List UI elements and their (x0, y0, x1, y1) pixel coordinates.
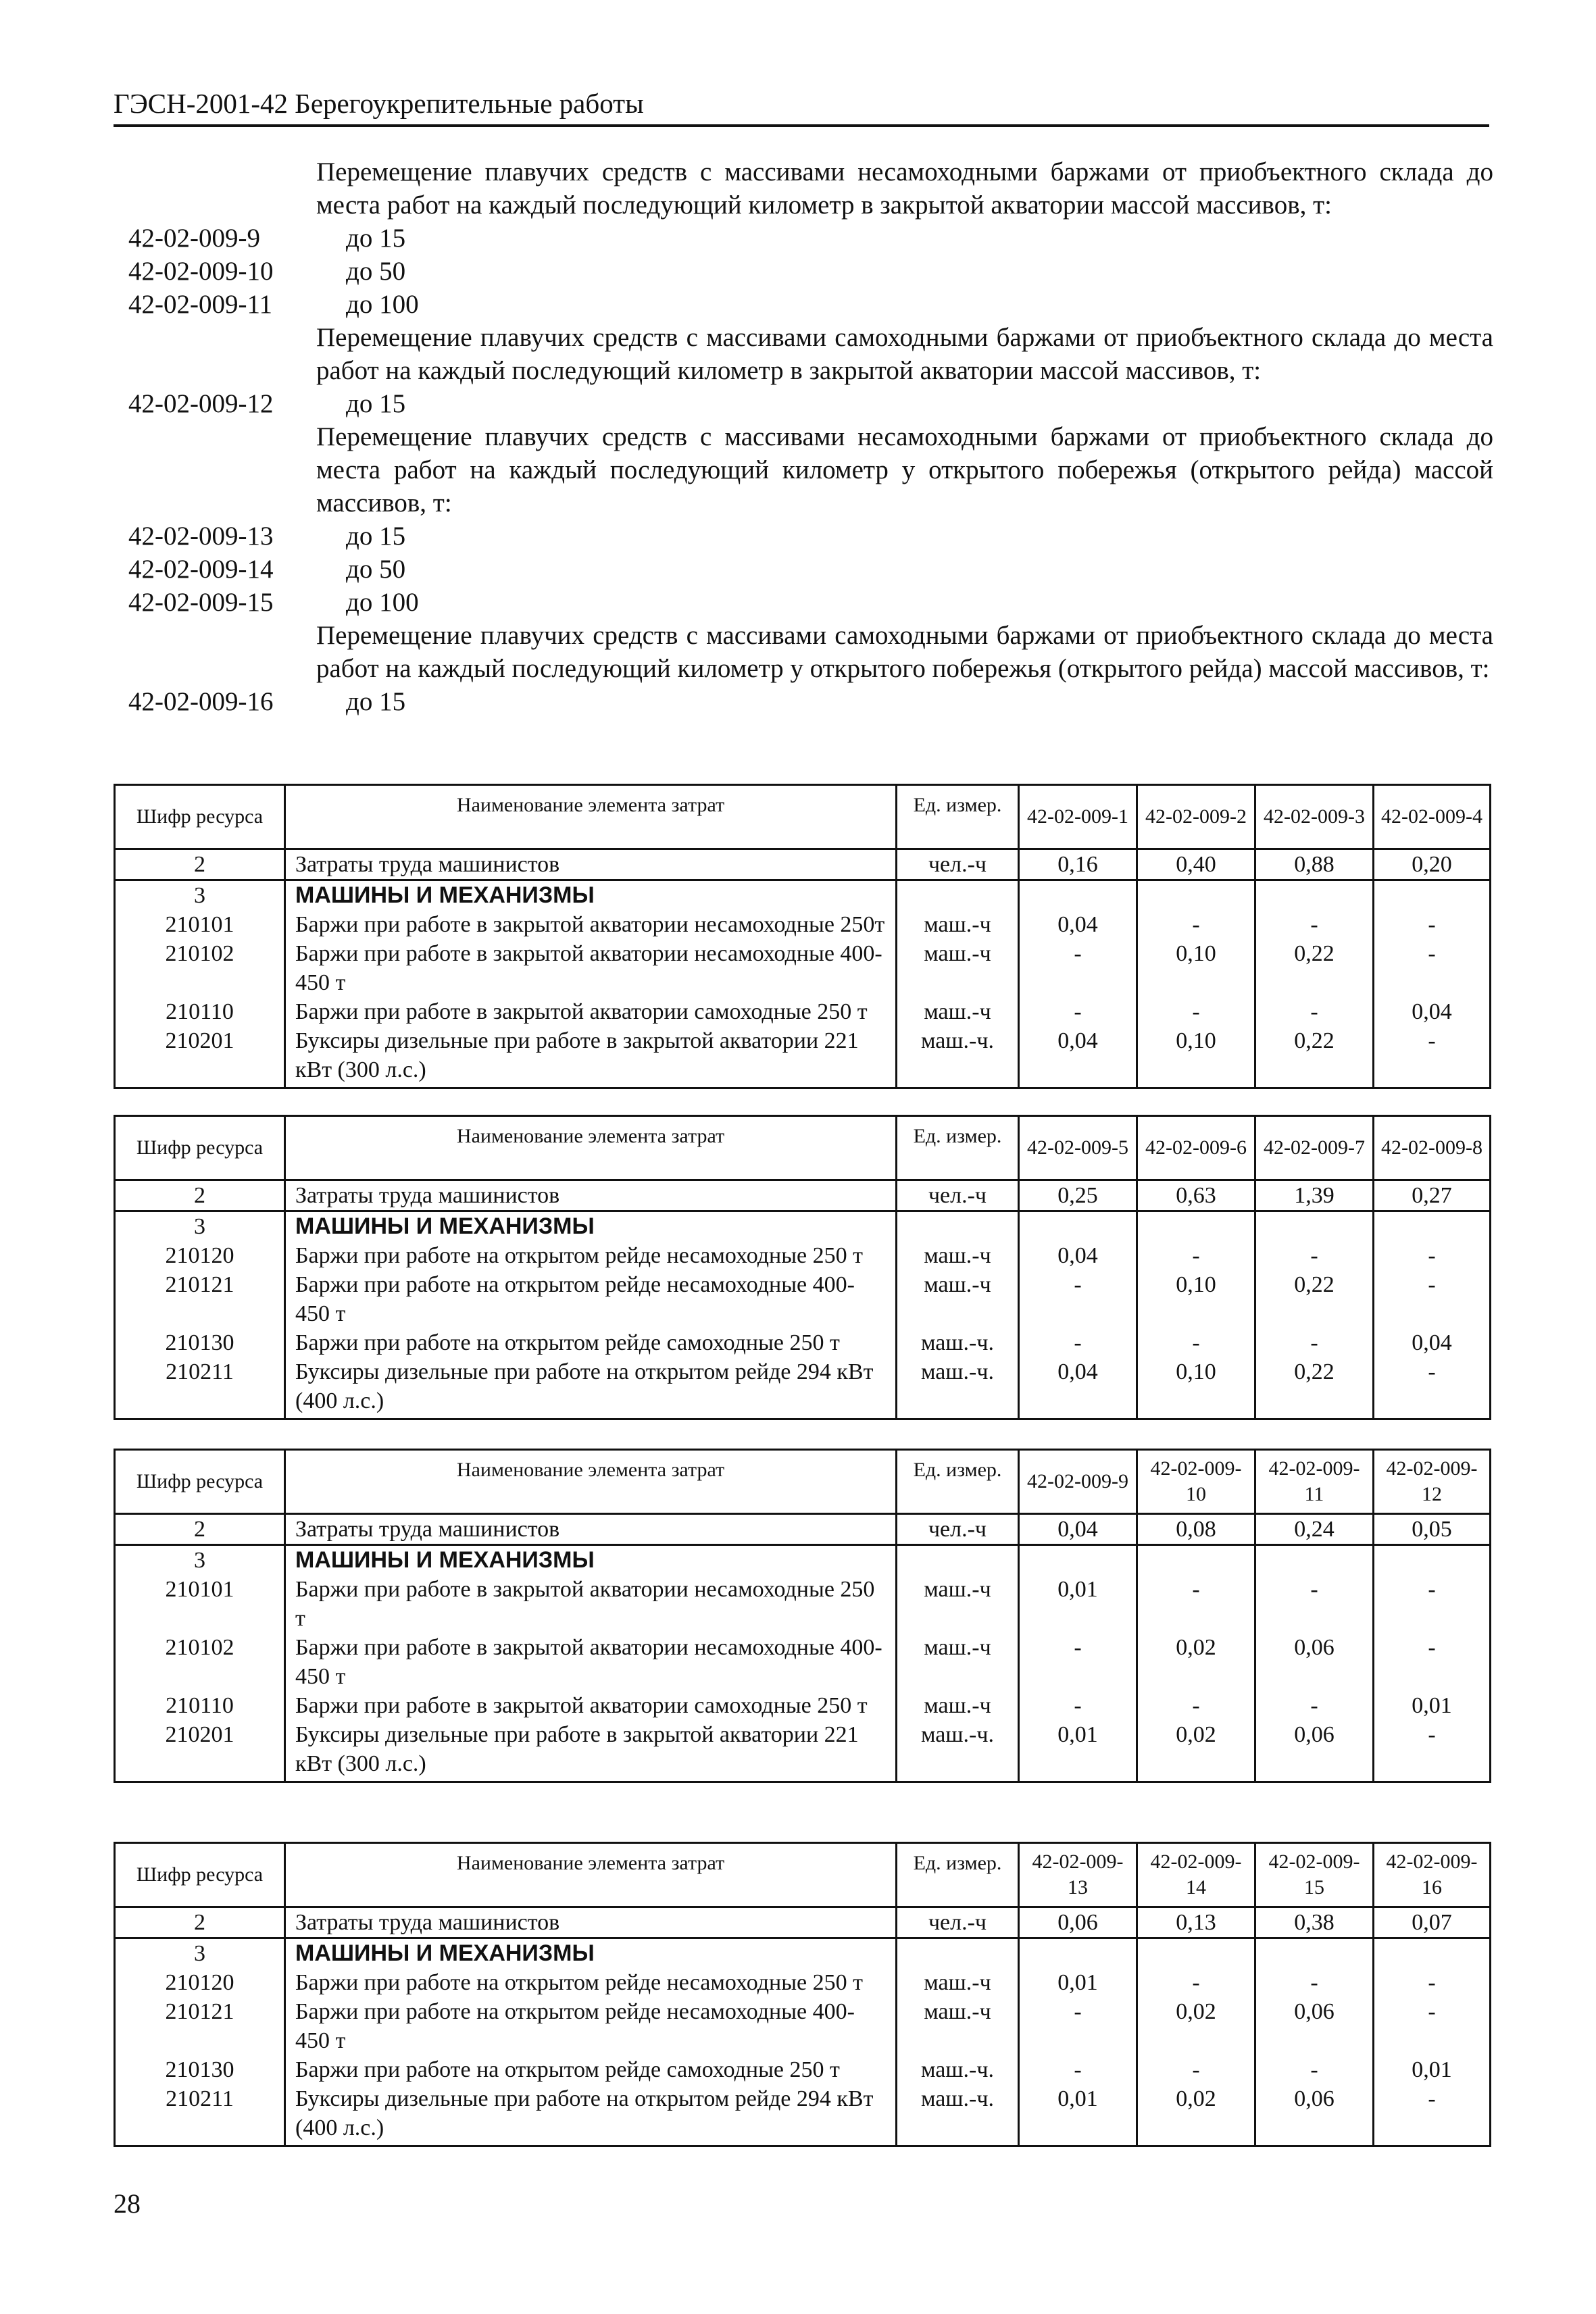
table-row (115, 1720, 1491, 1782)
table-row (115, 1633, 1491, 1691)
cell-value: 0,63 (1137, 1180, 1255, 1211)
header-column: 42-02-009-13 (1019, 1843, 1137, 1907)
header-unit: Ед. измер. (897, 1843, 1019, 1907)
cell-value (1374, 1211, 1491, 1242)
table-row (115, 910, 1491, 939)
cell-name: Буксиры дизельные при работе на открытом рейде 294 кВт (400 л.с.) (285, 2084, 897, 2146)
table-row (115, 1938, 1491, 1969)
table-header-row (115, 1450, 1491, 1514)
cell-unit: чел.-ч (897, 849, 1019, 880)
cell-value: 0,01 (1019, 1720, 1137, 1782)
cell-name: Баржи при работе на открытом рейде несамоходные 400-450 т (285, 1997, 897, 2055)
header-code: Шифр ресурса (115, 1116, 285, 1180)
cell-value: 0,01 (1019, 1575, 1137, 1633)
cell-value (1374, 1938, 1491, 1969)
cell-value: - (1137, 1968, 1255, 1997)
cell-unit: чел.-ч (897, 1180, 1019, 1211)
header-column: 42-02-009-6 (1137, 1116, 1255, 1180)
cell-unit: маш.-ч (897, 939, 1019, 997)
cell-value: - (1374, 1968, 1491, 1997)
cell-value: 0,04 (1019, 1241, 1137, 1270)
code-value: до 15 (346, 224, 406, 253)
header-column: 42-02-009-4 (1374, 785, 1491, 849)
header-name: Наименование элемента затрат (285, 1450, 897, 1514)
cell-value: - (1255, 1968, 1374, 1997)
cell-value (1137, 880, 1255, 911)
cell-value: 0,10 (1137, 1026, 1255, 1088)
header-column: 42-02-009-2 (1137, 785, 1255, 849)
cell-unit: маш.-ч. (897, 2055, 1019, 2084)
cell-value: 0,01 (1019, 1968, 1137, 1997)
cost-table (114, 1449, 1491, 1783)
cell-unit: маш.-ч (897, 1691, 1019, 1720)
cell-value: 0,06 (1255, 1720, 1374, 1782)
cell-value: 0,06 (1255, 1633, 1374, 1691)
cell-value: 0,04 (1374, 1328, 1491, 1357)
cell-value (1255, 1545, 1374, 1576)
cell-value: - (1137, 2055, 1255, 2084)
header-code: Шифр ресурса (115, 1843, 285, 1907)
cell-code: 210201 (115, 1026, 285, 1088)
cell-value: - (1374, 1997, 1491, 2055)
cell-unit: маш.-ч (897, 1968, 1019, 1997)
cell-code: 210110 (115, 997, 285, 1026)
cell-value (1255, 1211, 1374, 1242)
table-row (115, 2084, 1491, 2146)
cell-value (1019, 1211, 1137, 1242)
cell-unit: маш.-ч (897, 1241, 1019, 1270)
code: 42-02-009-15 (128, 588, 274, 617)
cell-value: - (1137, 997, 1255, 1026)
table-row (115, 2055, 1491, 2084)
cell-name: МАШИНЫ И МЕХАНИЗМЫ (285, 1211, 897, 1242)
cell-unit: маш.-ч. (897, 1720, 1019, 1782)
cell-value: - (1255, 1691, 1374, 1720)
cell-code: 210120 (115, 1241, 285, 1270)
group-description: Перемещение плавучих средств с массивами самоходными баржами от приобъектного склада до места работ на каждый последующий километр в закрытой акватории массой массивов, т: (316, 323, 1493, 385)
cell-code: 210121 (115, 1997, 285, 2055)
cell-value: 0,25 (1019, 1180, 1137, 1211)
cell-value: 0,01 (1019, 2084, 1137, 2146)
code: 42-02-009-13 (128, 522, 274, 551)
cell-code: 210130 (115, 1328, 285, 1357)
cell-name: Затраты труда машинистов (285, 849, 897, 880)
cell-value: 0,04 (1374, 997, 1491, 1026)
table-row (115, 997, 1491, 1026)
header-column: 42-02-009-16 (1374, 1843, 1491, 1907)
cell-value (1374, 1545, 1491, 1576)
cell-value: 0,02 (1137, 1633, 1255, 1691)
cell-value: - (1019, 2055, 1137, 2084)
cell-value: - (1137, 1575, 1255, 1633)
group-description: Перемещение плавучих средств с массивами несамоходными баржами от приобъектного склада до места работ на каждый последующий километр в закрытой акватории массой массивов, т: (316, 157, 1493, 220)
cell-value (1137, 1211, 1255, 1242)
cell-value (1137, 1545, 1255, 1576)
cell-name: Затраты труда машинистов (285, 1514, 897, 1545)
cell-value (1137, 1938, 1255, 1969)
code: 42-02-009-10 (128, 257, 274, 286)
cell-unit: маш.-ч (897, 1633, 1019, 1691)
cell-unit: маш.-ч (897, 997, 1019, 1026)
table-header-row (115, 1116, 1491, 1180)
table-row (115, 1180, 1491, 1211)
header-code: Шифр ресурса (115, 785, 285, 849)
group-description: Перемещение плавучих средств с массивами самоходными баржами от приобъектного склада до места работ на каждый последующий километр у открытого побережья (открытого рейда) массой массивов, т: (316, 621, 1493, 683)
code-line (128, 288, 1493, 321)
cell-value: 0,22 (1255, 1357, 1374, 1419)
cell-code: 210121 (115, 1270, 285, 1328)
cell-code: 3 (115, 1545, 285, 1576)
cell-value: - (1137, 1691, 1255, 1720)
cell-value: - (1019, 1633, 1137, 1691)
table-row (115, 1545, 1491, 1576)
cell-name: Буксиры дизельные при работе на открытом рейде 294 кВт (400 л.с.) (285, 1357, 897, 1419)
cell-value (1374, 880, 1491, 911)
cell-unit: чел.-ч (897, 1514, 1019, 1545)
cell-code: 3 (115, 880, 285, 911)
table-row (115, 1026, 1491, 1088)
cell-value: 0,40 (1137, 849, 1255, 880)
cell-name: Баржи при работе в закрытой акватории несамоходные 250 т (285, 1575, 897, 1633)
table-row (115, 1241, 1491, 1270)
cell-value: - (1374, 1241, 1491, 1270)
header-column: 42-02-009-1 (1019, 785, 1137, 849)
cell-value: 0,05 (1374, 1514, 1491, 1545)
table-row (115, 1907, 1491, 1938)
code-line (128, 520, 1493, 553)
cell-value: 0,08 (1137, 1514, 1255, 1545)
cell-value: - (1019, 1691, 1137, 1720)
cell-code: 2 (115, 1514, 285, 1545)
cell-unit: маш.-ч (897, 1270, 1019, 1328)
cell-name: Баржи при работе в закрытой акватории несамоходные 250т (285, 910, 897, 939)
cell-name: МАШИНЫ И МЕХАНИЗМЫ (285, 1545, 897, 1576)
cell-value: - (1019, 1270, 1137, 1328)
cell-value: 0,27 (1374, 1180, 1491, 1211)
header-column: 42-02-009-5 (1019, 1116, 1137, 1180)
table-row (115, 1691, 1491, 1720)
table-row (115, 849, 1491, 880)
cell-value (1019, 1545, 1137, 1576)
page-header: ГЭСН-2001-42 Берегоукрепительные работы (114, 86, 1489, 127)
cell-value: 0,01 (1374, 2055, 1491, 2084)
code-line (128, 586, 1493, 619)
cell-value: - (1374, 939, 1491, 997)
code-line (128, 387, 1493, 420)
cell-value: 0,06 (1255, 2084, 1374, 2146)
cell-value: 0,01 (1374, 1691, 1491, 1720)
cell-value: 0,16 (1019, 849, 1137, 880)
code-line (128, 255, 1493, 288)
cell-value: - (1255, 2055, 1374, 2084)
cell-value: - (1255, 910, 1374, 939)
cell-value: - (1255, 1241, 1374, 1270)
cell-unit (897, 880, 1019, 911)
cell-value: - (1255, 997, 1374, 1026)
code-value: до 100 (346, 290, 419, 319)
cell-name: Баржи при работе на открытом рейде несамоходные 250 т (285, 1968, 897, 1997)
cell-value: 0,10 (1137, 1357, 1255, 1419)
cell-value: - (1374, 1720, 1491, 1782)
cell-value: 0,88 (1255, 849, 1374, 880)
cell-name: Баржи при работе на открытом рейде несамоходные 250 т (285, 1241, 897, 1270)
cell-unit: маш.-ч. (897, 2084, 1019, 2146)
cell-code: 3 (115, 1938, 285, 1969)
table-row (115, 1575, 1491, 1633)
cell-unit: маш.-ч. (897, 1026, 1019, 1088)
table-row (115, 1211, 1491, 1242)
cell-value (1255, 880, 1374, 911)
cell-value: - (1019, 1997, 1137, 2055)
header-column: 42-02-009-3 (1255, 785, 1374, 849)
cell-name: Буксиры дизельные при работе в закрытой акватории 221 кВт (300 л.с.) (285, 1720, 897, 1782)
header-column: 42-02-009-14 (1137, 1843, 1255, 1907)
cell-name: Затраты труда машинистов (285, 1180, 897, 1211)
header-unit: Ед. измер. (897, 785, 1019, 849)
cell-value: 0,22 (1255, 1026, 1374, 1088)
cell-unit: маш.-ч. (897, 1328, 1019, 1357)
cell-unit: маш.-ч. (897, 1357, 1019, 1419)
code-value: до 15 (346, 687, 406, 716)
cell-code: 210120 (115, 1968, 285, 1997)
cell-name: Затраты труда машинистов (285, 1907, 897, 1938)
cell-value (1019, 880, 1137, 911)
code-value: до 50 (346, 257, 406, 286)
code-value: до 15 (346, 389, 406, 418)
cell-name: Баржи при работе на открытом рейде несамоходные 400-450 т (285, 1270, 897, 1328)
cell-value (1019, 1938, 1137, 1969)
table-row (115, 1997, 1491, 2055)
cell-name: Баржи при работе в закрытой акватории самоходные 250 т (285, 997, 897, 1026)
cell-value: - (1374, 1270, 1491, 1328)
cell-unit: чел.-ч (897, 1907, 1019, 1938)
cell-unit (897, 1545, 1019, 1576)
cell-value: - (1019, 939, 1137, 997)
cell-value: 0,10 (1137, 1270, 1255, 1328)
cell-unit: маш.-ч (897, 1575, 1019, 1633)
cell-code: 2 (115, 1907, 285, 1938)
cell-value: - (1374, 1026, 1491, 1088)
cell-value: 0,07 (1374, 1907, 1491, 1938)
cell-name: Буксиры дизельные при работе в закрытой акватории 221 кВт (300 л.с.) (285, 1026, 897, 1088)
code-line (128, 553, 1493, 586)
code-value: до 15 (346, 522, 406, 551)
cell-name: Баржи при работе на открытом рейде самоходные 250 т (285, 2055, 897, 2084)
header-column: 42-02-009-15 (1255, 1843, 1374, 1907)
header-unit: Ед. измер. (897, 1116, 1019, 1180)
code: 42-02-009-12 (128, 389, 274, 418)
cell-value: 0,20 (1374, 849, 1491, 880)
cell-code: 2 (115, 849, 285, 880)
cell-code: 210211 (115, 1357, 285, 1419)
cell-value: - (1374, 1575, 1491, 1633)
cell-name: МАШИНЫ И МЕХАНИЗМЫ (285, 880, 897, 911)
cell-value: 0,02 (1137, 1997, 1255, 2055)
cell-value: - (1374, 1633, 1491, 1691)
cell-value: 0,04 (1019, 1514, 1137, 1545)
code: 42-02-009-11 (128, 290, 273, 319)
code: 42-02-009-14 (128, 555, 274, 584)
cell-value: - (1137, 1328, 1255, 1357)
cell-code: 2 (115, 1180, 285, 1211)
table-row (115, 1328, 1491, 1357)
cell-value: - (1255, 1328, 1374, 1357)
cell-value: 0,06 (1255, 1997, 1374, 2055)
cell-unit: маш.-ч (897, 910, 1019, 939)
cell-value: 1,39 (1255, 1180, 1374, 1211)
cell-value: 0,02 (1137, 2084, 1255, 2146)
cell-code: 210102 (115, 939, 285, 997)
header-name: Наименование элемента затрат (285, 1116, 897, 1180)
table-row (115, 1514, 1491, 1545)
cell-code: 210201 (115, 1720, 285, 1782)
cell-unit (897, 1938, 1019, 1969)
cell-name: МАШИНЫ И МЕХАНИЗМЫ (285, 1938, 897, 1969)
cost-table (114, 1842, 1491, 2147)
cell-value: 0,24 (1255, 1514, 1374, 1545)
header-name: Наименование элемента затрат (285, 785, 897, 849)
header-column: 42-02-009-10 (1137, 1450, 1255, 1514)
header-unit: Ед. измер. (897, 1450, 1019, 1514)
cell-code: 3 (115, 1211, 285, 1242)
cell-value: 0,06 (1019, 1907, 1137, 1938)
table-row (115, 1357, 1491, 1419)
cost-table (114, 1115, 1491, 1420)
cell-code: 210211 (115, 2084, 285, 2146)
header-name: Наименование элемента затрат (285, 1843, 897, 1907)
cell-value: 0,10 (1137, 939, 1255, 997)
table-row (115, 880, 1491, 911)
cell-value: - (1137, 1241, 1255, 1270)
cell-value: 0,04 (1019, 1357, 1137, 1419)
cell-name: Баржи при работе на открытом рейде самоходные 250 т (285, 1328, 897, 1357)
cell-code: 210102 (115, 1633, 285, 1691)
cell-unit: маш.-ч (897, 1997, 1019, 2055)
cell-code: 210101 (115, 1575, 285, 1633)
code-line (128, 685, 1493, 718)
table-header-row (115, 785, 1491, 849)
cell-value: - (1374, 2084, 1491, 2146)
cell-value: 0,38 (1255, 1907, 1374, 1938)
cell-value: - (1019, 997, 1137, 1026)
cell-value: 0,04 (1019, 1026, 1137, 1088)
table-row (115, 939, 1491, 997)
cell-unit (897, 1211, 1019, 1242)
header-column: 42-02-009-12 (1374, 1450, 1491, 1514)
header-column: 42-02-009-11 (1255, 1450, 1374, 1514)
table-row (115, 1270, 1491, 1328)
cell-code: 210110 (115, 1691, 285, 1720)
cell-name: Баржи при работе в закрытой акватории несамоходные 400-450 т (285, 1633, 897, 1691)
table-row (115, 1968, 1491, 1997)
code-value: до 50 (346, 555, 406, 584)
cell-value: 0,22 (1255, 939, 1374, 997)
header-column: 42-02-009-9 (1019, 1450, 1137, 1514)
cell-value: - (1137, 910, 1255, 939)
group-description: Перемещение плавучих средств с массивами несамоходными баржами от приобъектного склада до места работ на каждый последующий километр у открытого побережья (открытого рейда) массой массивов, т: (316, 422, 1493, 518)
cell-value (1255, 1938, 1374, 1969)
code-line (128, 222, 1493, 255)
cell-value: - (1019, 1328, 1137, 1357)
cell-code: 210130 (115, 2055, 285, 2084)
cell-value: - (1374, 1357, 1491, 1419)
codes-block (128, 155, 1493, 718)
cell-value: 0,13 (1137, 1907, 1255, 1938)
header-code: Шифр ресурса (115, 1450, 285, 1514)
cost-table (114, 784, 1491, 1089)
header-column: 42-02-009-7 (1255, 1116, 1374, 1180)
code: 42-02-009-9 (128, 224, 260, 253)
cell-value: - (1255, 1575, 1374, 1633)
cell-value: 0,22 (1255, 1270, 1374, 1328)
cell-name: Баржи при работе в закрытой акватории несамоходные 400-450 т (285, 939, 897, 997)
code: 42-02-009-16 (128, 687, 274, 716)
cell-value: - (1374, 910, 1491, 939)
cell-value: 0,02 (1137, 1720, 1255, 1782)
cell-code: 210101 (115, 910, 285, 939)
table-header-row (115, 1843, 1491, 1907)
code-value: до 100 (346, 588, 419, 617)
cell-value: 0,04 (1019, 910, 1137, 939)
header-column: 42-02-009-8 (1374, 1116, 1491, 1180)
cell-name: Баржи при работе в закрытой акватории самоходные 250 т (285, 1691, 897, 1720)
page-number: 28 (114, 2188, 141, 2219)
